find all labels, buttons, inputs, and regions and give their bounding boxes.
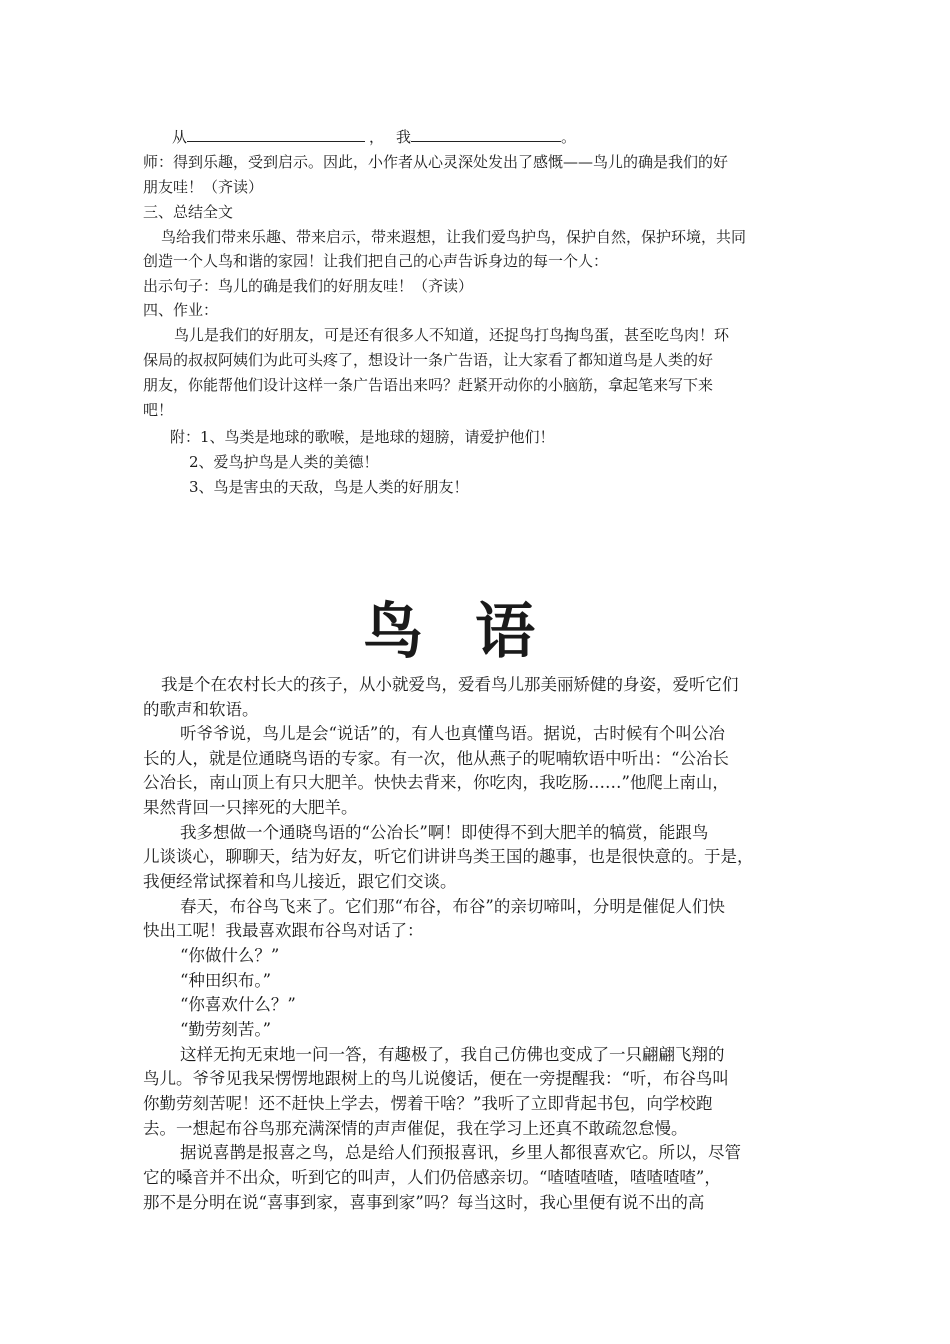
essay-line: 我是个在农村长大的孩子，从小就爱鸟，爱看鸟儿那美丽矫健的身姿，爱听它们 xyxy=(161,675,739,694)
essay-line: 鸟儿。爷爷见我呆愣愣地跟树上的鸟儿说傻话，便在一旁提醒我：“听，布谷鸟叫 xyxy=(143,1069,729,1088)
fill-me-label: 我 xyxy=(396,128,412,146)
dialogue-line: “勤劳刻苦。” xyxy=(180,1020,272,1039)
dialogue-line: “你做什么？” xyxy=(180,946,280,965)
blank-underline xyxy=(187,127,365,142)
essay-line: 去。一想起布谷鸟那充满深情的声声催促，我在学习上还真不敢疏忽怠慢。 xyxy=(143,1119,688,1138)
appendix-line: 2、爱鸟护鸟是人类的美德！ xyxy=(189,453,379,471)
dialogue-line: “种田织布。” xyxy=(180,971,272,990)
show-sentence: 出示句子：鸟儿的确是我们的好朋友哇！（齐读） xyxy=(143,277,474,295)
fill-period: 。 xyxy=(561,128,577,146)
fill-from-label: 从 xyxy=(172,128,188,146)
dialogue-line: “你喜欢什么？” xyxy=(180,995,296,1014)
summary-line: 鸟给我们带来乐趣、带来启示，带来遐想，让我们爱鸟护鸟，保护自然，保护环境，共同 xyxy=(161,228,747,246)
essay-line: 我便经常试探着和鸟儿接近，跟它们交谈。 xyxy=(143,872,457,891)
fill-comma: ， xyxy=(369,128,385,146)
essay-title: 鸟语 xyxy=(363,597,587,667)
assignment-line: 朋友，你能帮他们设计这样一条广告语出来吗？赶紧开动你的小脑筋，拿起笔来写下来 xyxy=(143,376,714,394)
essay-line: 的歌声和软语。 xyxy=(143,700,259,719)
essay-line: 据说喜鹊是报喜之鸟，总是给人们预报喜讯，乡里人都很喜欢它。所以，尽管 xyxy=(180,1143,741,1162)
fill-blank-line xyxy=(172,125,842,150)
appendix-line: 3、鸟是害虫的天敌，鸟是人类的好朋友！ xyxy=(189,478,469,496)
teacher-line: 朋友哇！（齐读） xyxy=(143,178,264,196)
essay-line: 长的人，就是位通晓鸟语的专家。有一次，他从燕子的呢喃软语中听出：“公冶长 xyxy=(143,749,729,768)
essay-line: 春天，布谷鸟飞来了。它们那“布谷，布谷”的亲切啼叫，分明是催促人们快 xyxy=(180,897,725,916)
blank-underline xyxy=(411,127,561,142)
summary-line: 创造一个人鸟和谐的家园！让我们把自己的心声告诉身边的每一个人： xyxy=(143,252,609,270)
essay-line: 那不是分明在说“喜事到家，喜事到家”吗？每当这时，我心里便有说不出的高 xyxy=(143,1193,705,1212)
essay-line: 儿谈谈心，聊聊天，结为好友，听它们讲讲鸟类王国的趣事，也是很快意的。于是， xyxy=(143,847,754,866)
essay-line: 我多想做一个通晓鸟语的“公冶长”啊！即使得不到大肥羊的犒赏，能跟鸟 xyxy=(180,823,709,842)
section-heading: 三、总结全文 xyxy=(143,203,234,221)
teacher-line: 师：得到乐趣，受到启示。因此，小作者从心灵深处发出了感慨——鸟儿的确是我们的好 xyxy=(143,153,729,171)
essay-line: 你勤劳刻苦呢！还不赶快上学去，愣着干啥？”我听了立即背起书包，向学校跑 xyxy=(143,1094,713,1113)
assignment-line: 鸟儿是我们的好朋友，可是还有很多人不知道，还捉鸟打鸟掏鸟蛋，甚至吃鸟肉！环 xyxy=(174,326,730,344)
section-heading: 四、作业： xyxy=(143,301,219,319)
assignment-line: 保局的叔叔阿姨们为此可头疼了，想设计一条广告语，让大家看了都知道鸟是人类的好 xyxy=(143,351,714,369)
essay-line: 听爷爷说，鸟儿是会“说话”的，有人也真懂鸟语。据说，古时候有个叫公冶 xyxy=(180,724,725,743)
assignment-line: 吧！ xyxy=(143,401,174,419)
essay-line: 果然背回一只摔死的大肥羊。 xyxy=(143,798,358,817)
appendix-line: 附：1、鸟类是地球的歌喉，是地球的翅膀，请爱护他们！ xyxy=(170,428,555,446)
essay-line: 它的嗓音并不出众，听到它的叫声，人们仍倍感亲切。“喳喳喳喳，喳喳喳喳”， xyxy=(143,1168,721,1187)
essay-line: 快出工呢！我最喜欢跟布谷鸟对话了： xyxy=(143,921,424,940)
essay-line: 这样无拘无束地一问一答，有趣极了，我自己仿佛也变成了一只翩翩飞翔的 xyxy=(180,1045,725,1064)
essay-line: 公冶长，南山顶上有只大肥羊。快快去背来，你吃肉，我吃肠……”他爬上南山， xyxy=(143,773,729,792)
